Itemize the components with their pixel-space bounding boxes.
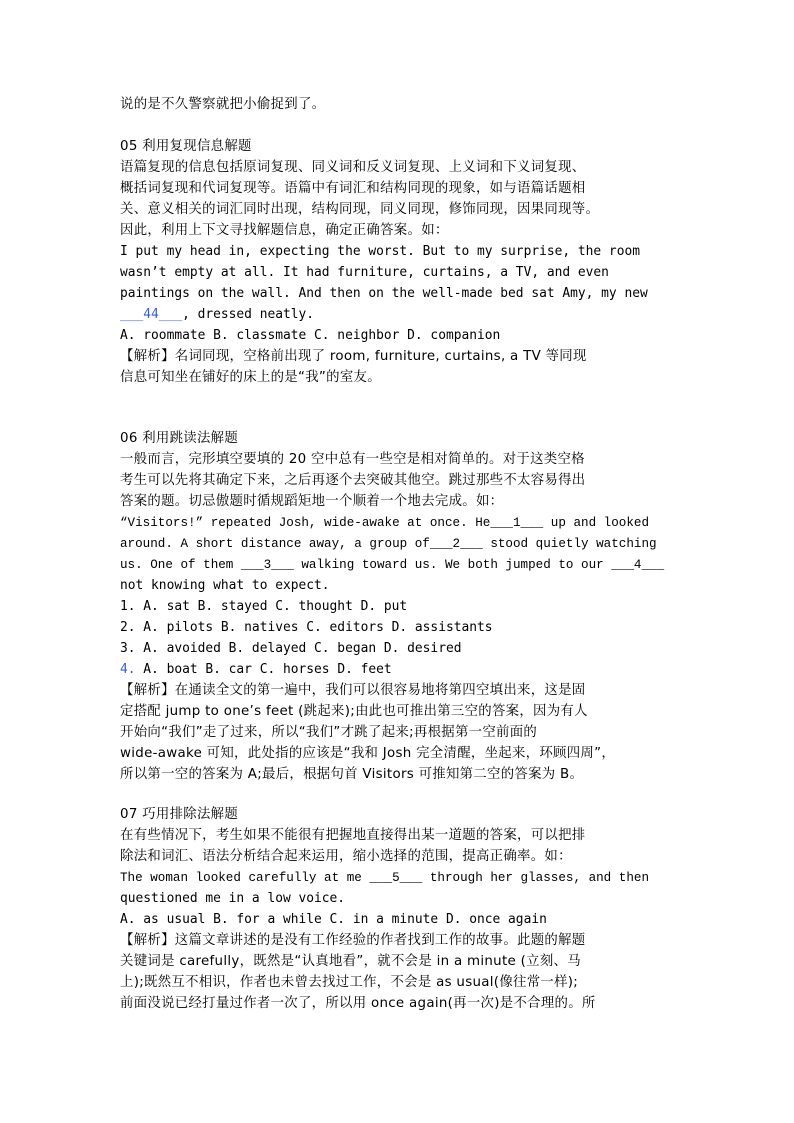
section-06-paragraph-line-1: 一般而言，完形填空要填的 20 空中总有一些空是相对简单的。对于这类空格	[120, 452, 585, 467]
blank-44: ___44___	[120, 307, 183, 322]
section-05-example-line-3: paintings on the wall. And then on the well-made bed sat Amy, my new	[120, 286, 648, 301]
question-4-options: A. boat B. car C. horses D. feet	[135, 662, 392, 677]
section-06-example-line-4: not knowing what to expect.	[120, 578, 330, 593]
section-06-analysis-line-3: 开始向“我们”走了过来，所以“我们”才跳了起来;再根据第一空前面的	[120, 725, 538, 740]
section-07-analysis-line-4: 前面没说已经打量过作者一次了，所以用 once again(再一次)是不合理的。所	[120, 996, 596, 1011]
section-05-example-line-4	[120, 305, 314, 326]
example-line-4-rest: , dressed neatly.	[182, 307, 315, 322]
section-07-analysis-line-3: 上);既然互不相识，作者也未曾去找过工作，不会是 as usual(像往常一样);	[120, 975, 579, 990]
intro-line: 说的是不久警察就把小偷捉到了。	[120, 97, 326, 112]
section-05-options: A. roommate B. classmate C. neighbor D. companion	[120, 328, 501, 343]
section-07-paragraph-line-2: 除法和词汇、语法分析结合起来运用，缩小选择的范围，提高正确率。如：	[120, 849, 572, 864]
section-06-analysis-line-1: 【解析】在通读全文的第一遍中，我们可以很容易地将第四空填出来，这是固	[120, 683, 586, 698]
section-05-paragraph-line-3: 关、意义相关的词汇同时出现，结构同现，同义同现，修饰同现，因果同现等。	[120, 202, 600, 217]
section-06-analysis-line-5: 所以第一空的答案为 A;最后，根据句首 Visitors 可推知第二空的答案为 B。	[120, 767, 584, 782]
section-05-paragraph-line-1: 语篇复现的信息包括原词复现、同义词和反义词复现、上义词和下义词复现、	[120, 160, 586, 175]
section-07-heading: 07 巧用排除法解题	[120, 807, 239, 822]
section-06-example-line-1: “Visitors!” repeated Josh, wide-awake at once. He___1___ up and looked	[120, 516, 650, 530]
section-06-paragraph-line-2: 考生可以先将其确定下来，之后再逐个去突破其他空。跳过那些不太容易得出	[120, 473, 586, 488]
section-05-paragraph-line-4: 因此，利用上下文寻找解题信息，确定正确答案。如：	[120, 223, 449, 238]
section-06-question-4	[120, 660, 392, 681]
section-06-question-3: 3. A. avoided B. delayed C. began D. desired	[120, 641, 462, 656]
section-06-heading: 06 利用跳读法解题	[120, 431, 239, 446]
section-07-paragraph-line-1: 在有些情况下，考生如果不能很有把握地直接得出某一道题的答案，可以把排	[120, 828, 586, 843]
section-06-question-1: 1. A. sat B. stayed C. thought D. put	[120, 599, 408, 614]
section-07-analysis-line-2: 关键词是 carefully，既然是“认真地看”，就不会是 in a minute (立刻、马	[120, 954, 581, 969]
section-05-analysis-line-2: 信息可知坐在铺好的床上的是“我”的室友。	[120, 370, 381, 385]
section-06-paragraph-line-3: 答案的题。切忌傲题时循规蹈矩地一个顺着一个地去完成。如：	[120, 494, 504, 509]
section-06-analysis-line-2: 定搭配 jump to one’s feet (跳起来);由此也可推出第三空的答案，因为有人	[120, 704, 588, 719]
section-06-analysis-line-4: wide-awake 可知，此处指的应该是“我和 Josh 完全清醒，坐起来，环顾四周”，	[120, 746, 616, 761]
section-06-example-line-2: around. A short distance away, a group of___2___ stood quietly watching	[120, 537, 657, 551]
section-05-analysis-line-1: 【解析】名词同现，空格前出现了 room, furniture, curtains, a TV 等同现	[120, 349, 587, 364]
section-06-example-line-3: us. One of them ___3___ walking toward us. We both jumped to our ___4___	[120, 558, 665, 572]
question-4-number: 4.	[120, 662, 136, 677]
section-05-example-line-2: wasn’t empty at all. It had furniture, curtains, a TV, and even	[120, 265, 609, 280]
section-05-paragraph-line-2: 概括词复现和代词复现等。语篇中有词汇和结构同现的现象，如与语篇话题相	[120, 181, 586, 196]
section-05-example-line-1: I put my head in, expecting the worst. But to my surprise, the room	[120, 244, 640, 259]
section-06-question-2: 2. A. pilots B. natives C. editors D. assistants	[120, 620, 493, 635]
section-07-analysis-line-1: 【解析】这篇文章讲述的是没有工作经验的作者找到工作的故事。此题的解题	[120, 933, 586, 948]
section-05-heading: 05 利用复现信息解题	[120, 139, 252, 154]
section-07-options: A. as usual B. for a while C. in a minute D. once again	[120, 912, 547, 927]
section-07-example-line-2: questioned me in a low voice.	[120, 891, 346, 906]
section-07-example-line-1: The woman looked carefully at me ___5___ through her glasses, and then	[120, 871, 650, 885]
